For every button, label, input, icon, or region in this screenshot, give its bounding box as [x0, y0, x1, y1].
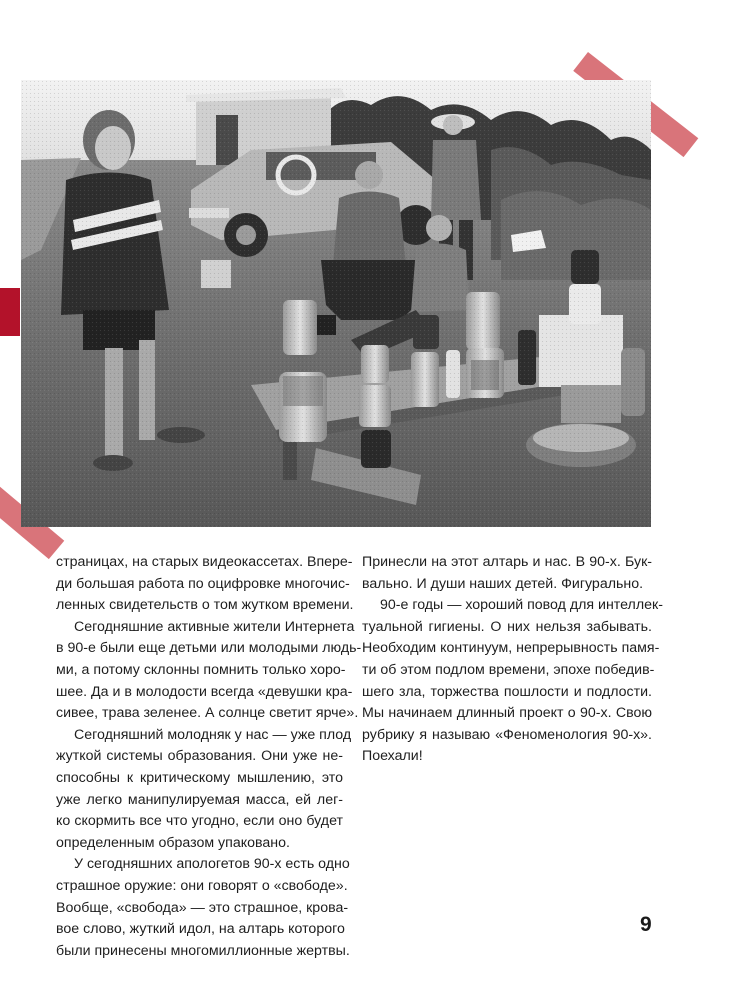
- text-line: вально. И души наших детей. Фигурально.: [362, 575, 644, 592]
- text-line: ти об этом подлом времени, эпохе победив-: [362, 661, 655, 678]
- text-line: Сегодняшние активные жители Интернета: [74, 618, 355, 635]
- text-line: шее. Да и в молодости всегда «девушки кра-: [56, 683, 353, 700]
- text-line: способны к критическому мышлению, это: [56, 769, 343, 786]
- text-line: Вообще, «свобода» — это страшное, крова-: [56, 899, 349, 916]
- text-line: туальной гигиены. О них нельзя забывать.: [362, 618, 652, 635]
- text-line: шего зла, торжества пошлости и подлости.: [362, 683, 652, 700]
- text-line: страницах, на старых видеокассетах. Впере-: [56, 554, 353, 570]
- text-line: вое слово, жуткий идол, на алтарь которого: [56, 921, 345, 938]
- text-line: определенным образом упаковано.: [56, 834, 290, 851]
- photo-illustration: [21, 80, 651, 527]
- text-line: ленных свидетельств о том жутком времени.: [56, 597, 354, 614]
- photo-roadside-stall: [21, 80, 651, 527]
- text-line: Поехали!: [362, 748, 423, 765]
- text-line: ди большая работа по оцифровке многочис-: [56, 575, 350, 592]
- text-line: ко скормить все что угодно, если оно будет: [56, 813, 343, 830]
- text-line: уже легко манипулируемая масса, ей лег-: [56, 791, 343, 808]
- text-column-right: [362, 552, 663, 768]
- text-line: были принесены многомиллионные жертвы.: [56, 942, 350, 959]
- text-line: Необходим континуум, непрерывность памя-: [362, 640, 660, 657]
- text-line: жуткой системы образования. Они уже не-: [56, 748, 343, 765]
- page-number: 9: [640, 913, 652, 936]
- text-line: ми, а потому склонны помнить только хоро-: [56, 661, 346, 678]
- text-line: в 90-е были еще детьми или молодыми людь-: [56, 640, 362, 657]
- text-line: Мы начинаем длинный проект о 90-х. Свою: [362, 705, 652, 722]
- text-line: 90-е годы — хороший повод для интеллек-: [380, 597, 663, 614]
- text-line: У сегодняшних апологетов 90-х есть одно: [74, 856, 350, 873]
- red-edge-marker: [0, 288, 20, 336]
- text-column-left: [56, 552, 362, 962]
- text-line: страшное оружие: они говорят о «свободе».: [56, 877, 348, 894]
- text-line: Принесли на этот алтарь и нас. В 90-х. Бук-: [362, 554, 652, 570]
- text-line: Сегодняшний молодняк у нас — уже плод: [74, 726, 352, 743]
- text-line: рубрику я называю «Феноменология 90-х».: [362, 726, 652, 743]
- text-line: сивее, трава зеленее. А солнце светит ярче».: [56, 705, 359, 722]
